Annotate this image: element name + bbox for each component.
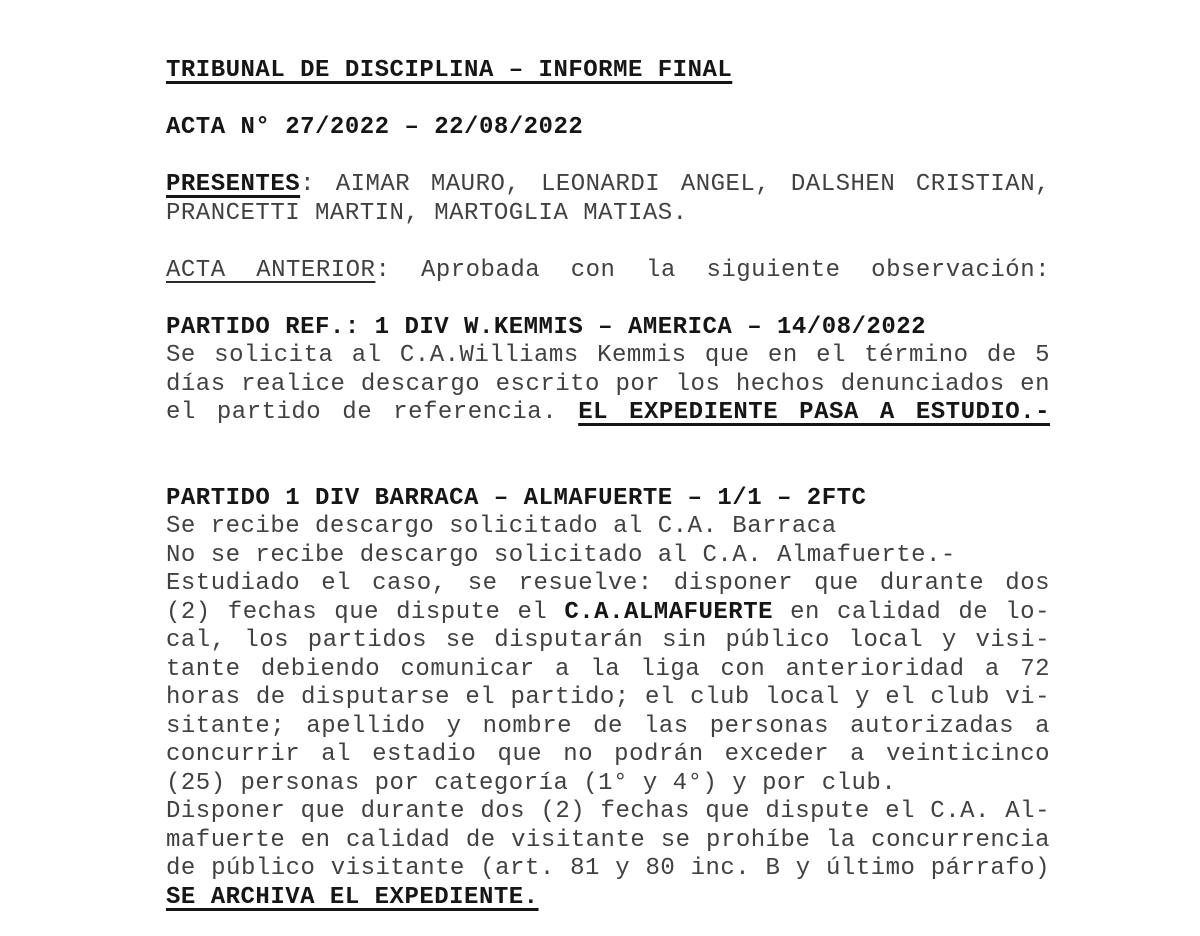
acta-number	[166, 114, 1050, 143]
text-segment: TRIBUNAL DE DISCIPLINA – INFORME FINAL	[166, 57, 733, 84]
text-segment: (25) personas por categoría (1° y 4°) y por club.	[166, 769, 897, 797]
blank-line	[166, 428, 1050, 457]
text-segment: en calidad de lo-	[773, 598, 1050, 626]
text-segment: Se recibe descargo solicitado al C.A. Barraca	[166, 513, 837, 540]
text-segment: Se solicita al C.A.Williams Kemmis que en el término de 5	[166, 342, 1050, 369]
text-column	[166, 57, 1050, 912]
text-segment: ACTA N° 27/2022 – 22/08/2022	[166, 114, 584, 141]
text-segment: tante debiendo comunicar a la liga con anterioridad a 72	[166, 655, 1050, 683]
text-segment: cal, los partidos se disputarán sin público local y visi-	[166, 627, 1050, 654]
body-line	[166, 684, 1050, 713]
archive-resolution	[166, 884, 1050, 913]
text-segment: horas de disputarse el partido; el club local y el club vi-	[166, 684, 1050, 711]
blank-line	[166, 143, 1050, 172]
blank-line	[166, 456, 1050, 485]
text-segment: Estudiado el caso, se resuelve: disponer que durante dos	[166, 570, 1050, 597]
text-segment: PRESENTES	[166, 171, 301, 198]
text-segment: SE ARCHIVA EL EXPEDIENTE.	[166, 883, 539, 911]
text-segment: No se recibe descargo solicitado al C.A. Almafuerte.-	[166, 541, 956, 569]
acta-anterior-line	[166, 257, 1050, 286]
text-segment: PARTIDO 1 DIV BARRACA – ALMAFUERTE – 1/1 – 2FTC	[166, 484, 867, 512]
text-segment: C.A.ALMAFUERTE	[564, 598, 774, 626]
report-title	[166, 57, 1050, 86]
text-segment: el partido de referencia.	[166, 399, 579, 426]
text-segment: concurrir al estadio que no podrán exceder a veinticinco	[166, 741, 1050, 768]
text-segment: de público visitante (art. 81 y 80 inc. B y último párrafo)	[166, 855, 1050, 882]
body-line	[166, 513, 1050, 542]
body-line	[166, 713, 1050, 742]
body-line	[166, 542, 1050, 571]
text-segment: PARTIDO REF.: 1 DIV W.KEMMIS – AMERICA – 14/08/2022	[166, 313, 927, 341]
text-segment: : AIMAR MAURO, LEONARDI ANGEL, DALSHEN CRISTIAN,	[300, 171, 1050, 198]
text-segment: : Aprobada con la siguiente observación:	[375, 256, 1051, 284]
body-line	[166, 570, 1050, 599]
body-line	[166, 627, 1050, 656]
body-line	[166, 855, 1050, 884]
body-line	[166, 399, 1050, 428]
body-line	[166, 741, 1050, 770]
body-line	[166, 827, 1050, 856]
presentes-line-1	[166, 171, 1050, 200]
text-segment: mafuerte en calidad de visitante se prohíbe la concurrencia	[166, 826, 1050, 854]
partido-barraca-heading	[166, 485, 1050, 514]
text-segment: (2) fechas que dispute el	[166, 598, 565, 626]
text-segment: ACTA ANTERIOR	[166, 256, 376, 284]
body-line	[166, 371, 1050, 400]
blank-line	[166, 228, 1050, 257]
text-segment: Disponer que durante dos (2) fechas que dispute el C.A. Al-	[166, 798, 1050, 825]
body-line	[166, 770, 1050, 799]
text-segment: sitante; apellido y nombre de las personas autorizadas a	[166, 712, 1050, 740]
partido-ref-heading	[166, 314, 1050, 343]
body-line	[166, 798, 1050, 827]
presentes-line-2	[166, 200, 1050, 229]
body-line	[166, 656, 1050, 685]
body-line	[166, 342, 1050, 371]
text-segment: EL EXPEDIENTE PASA A ESTUDIO.-	[578, 399, 1050, 426]
text-segment: días realice descargo escrito por los hechos denunciados en	[166, 370, 1050, 398]
blank-line	[166, 285, 1050, 314]
body-line	[166, 599, 1050, 628]
text-segment: PRANCETTI MARTIN, MARTOGLIA MATIAS.	[166, 199, 688, 227]
blank-line	[166, 86, 1050, 115]
